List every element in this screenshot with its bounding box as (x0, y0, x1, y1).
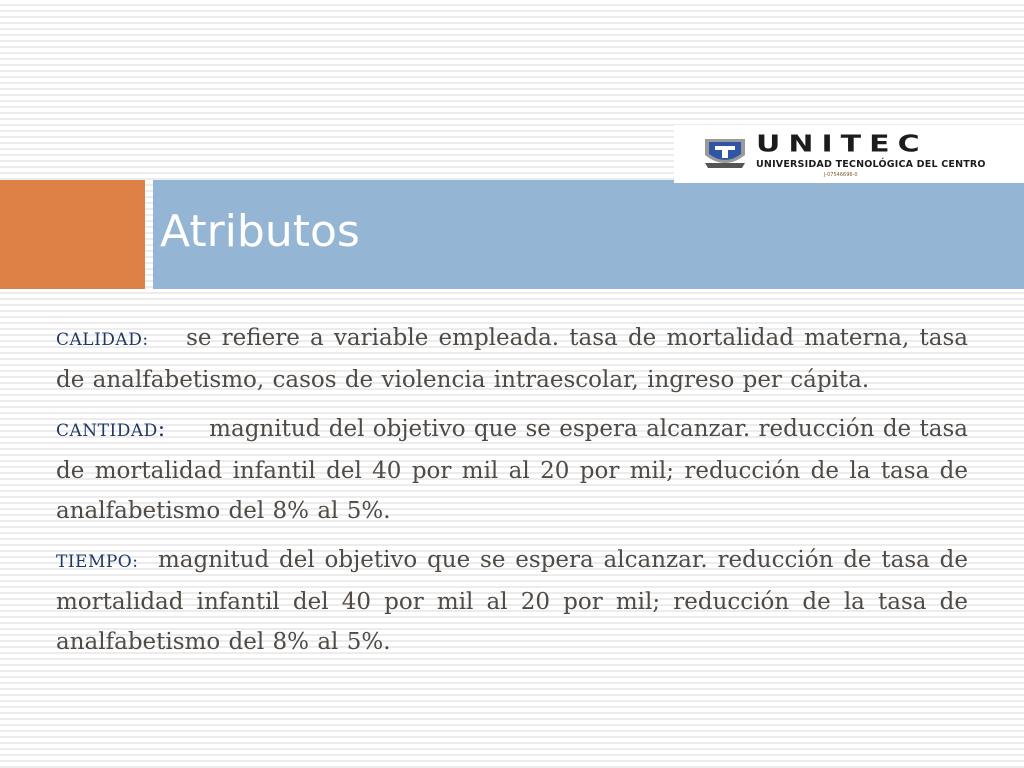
term-colon: : (132, 552, 138, 572)
logo-subtitle: UNIVERSIDAD TECNOLÓGICA DEL CENTRO (756, 159, 986, 170)
paragraph-calidad (56, 318, 968, 400)
logo-wordmark: UNITEC (756, 130, 928, 158)
paragraph-text: magnitud del objetivo que se espera alcanzar. reducción de tasa de mortalidad infantil del 40 por mil al 20 por mil; reducción de la tasa de analfabetismo del 8% al 5%. (56, 547, 968, 655)
unitec-emblem-icon (702, 137, 748, 171)
slide-title: Atributos (160, 206, 360, 257)
paragraph-cantidad (56, 409, 968, 531)
term-cantidad: CANTIDAD (56, 421, 158, 441)
paragraph-text: magnitud del objetivo que se espera alcanzar. reducción de tasa de mortalidad infantil del 40 por mil al 20 por mil; reducción de la tasa de analfabetismo del 8% al 5%. (56, 416, 968, 524)
term-tiempo: TIEMPO (56, 552, 133, 572)
term-colon: : (142, 330, 149, 350)
logo-tagline: J-07546696-0 (824, 172, 858, 178)
term-colon: : (157, 417, 166, 442)
paragraph-text: se refiere a variable empleada. tasa de mortalidad materna, tasa de analfabetismo, casos de violencia intraescolar, ingreso per cápita. (56, 325, 968, 393)
slide-body (56, 318, 968, 671)
unitec-logo (674, 125, 1024, 183)
term-calidad: CALIDAD (56, 330, 143, 350)
paragraph-tiempo (56, 540, 968, 662)
accent-block (0, 180, 145, 289)
